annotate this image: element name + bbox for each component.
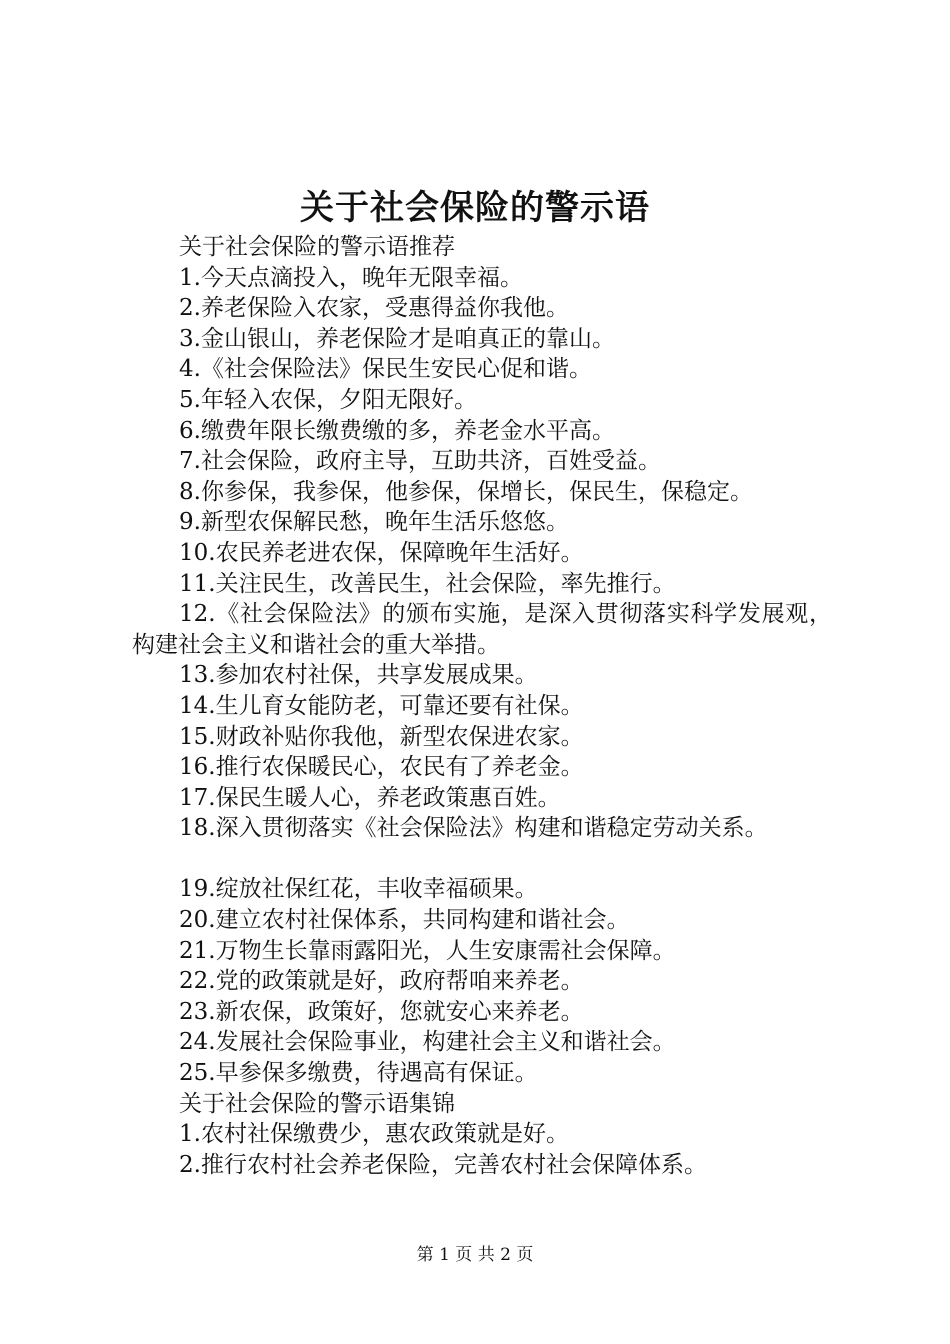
- list-item: 8.你参保，我参保，他参保，保增长，保民生，保稳定。: [179, 478, 753, 505]
- list-item: 9.新型农保解民愁，晚年生活乐悠悠。: [179, 509, 569, 536]
- section-heading: 关于社会保险的警示语集锦: [179, 1090, 455, 1117]
- document-body: [132, 232, 832, 1180]
- list-item: 5.年轻入农保，夕阳无限好。: [179, 386, 477, 413]
- list-item: 13.参加农村社保，共享发展成果。: [179, 662, 538, 689]
- list-item: 7.社会保险，政府主导，互助共济，百姓受益。: [179, 448, 661, 475]
- paragraph-spacer: [132, 844, 832, 875]
- section-heading: 关于社会保险的警示语推荐: [179, 234, 455, 260]
- list-item: 17.保民生暖人心，养老政策惠百姓。: [179, 784, 561, 811]
- list-item: 25.早参保多缴费，待遇高有保证。: [179, 1060, 538, 1087]
- list-item: 10.农民养老进农保，保障晚年生活好。: [179, 539, 584, 566]
- list-item: 4.《社会保险法》保民生安民心促和谐。: [179, 356, 592, 383]
- list-item: 19.绽放社保红花，丰收幸福硕果。: [179, 876, 538, 903]
- list-item: 21.万物生长靠雨露阳光，人生安康需社会保障。: [179, 937, 676, 964]
- list-item: 22.党的政策就是好，政府帮咱来养老。: [179, 968, 584, 995]
- list-item: 12.《社会保险法》的颁布实施，是深入贯彻落实科学发展观，构建社会主义和谐社会的重大举措。: [132, 601, 832, 658]
- list-item: 18.深入贯彻落实《社会保险法》构建和谐稳定劳动关系。: [179, 815, 768, 842]
- document-title: 关于社会保险的警示语: [300, 188, 650, 228]
- list-item: 24.发展社会保险事业，构建社会主义和谐社会。: [179, 1029, 676, 1056]
- list-item: 16.推行农保暖民心，农民有了养老金。: [179, 754, 584, 781]
- list-item: 23.新农保，政策好，您就安心来养老。: [179, 998, 584, 1025]
- list-item: 6.缴费年限长缴费缴的多，养老金水平高。: [179, 417, 615, 444]
- list-item: 11.关注民生，改善民生，社会保险，率先推行。: [179, 570, 676, 597]
- list-item: 14.生儿育女能防老，可靠还要有社保。: [179, 692, 584, 719]
- list-item: 1.今天点滴投入，晚年无限幸福。: [179, 264, 523, 291]
- list-item: 3.金山银山，养老保险才是咱真正的靠山。: [179, 325, 615, 352]
- list-item: 15.财政补贴你我他，新型农保进农家。: [179, 723, 584, 750]
- page-footer: 第 1 页 共 2 页: [416, 1245, 534, 1265]
- list-item: 2.推行农村社会养老保险，完善农村社会保障体系。: [179, 1151, 707, 1178]
- list-item: 1.农村社保缴费少，惠农政策就是好。: [179, 1121, 569, 1148]
- list-item: 20.建立农村社保体系，共同构建和谐社会。: [179, 907, 630, 934]
- list-item: 2.养老保险入农家，受惠得益你我他。: [179, 295, 569, 322]
